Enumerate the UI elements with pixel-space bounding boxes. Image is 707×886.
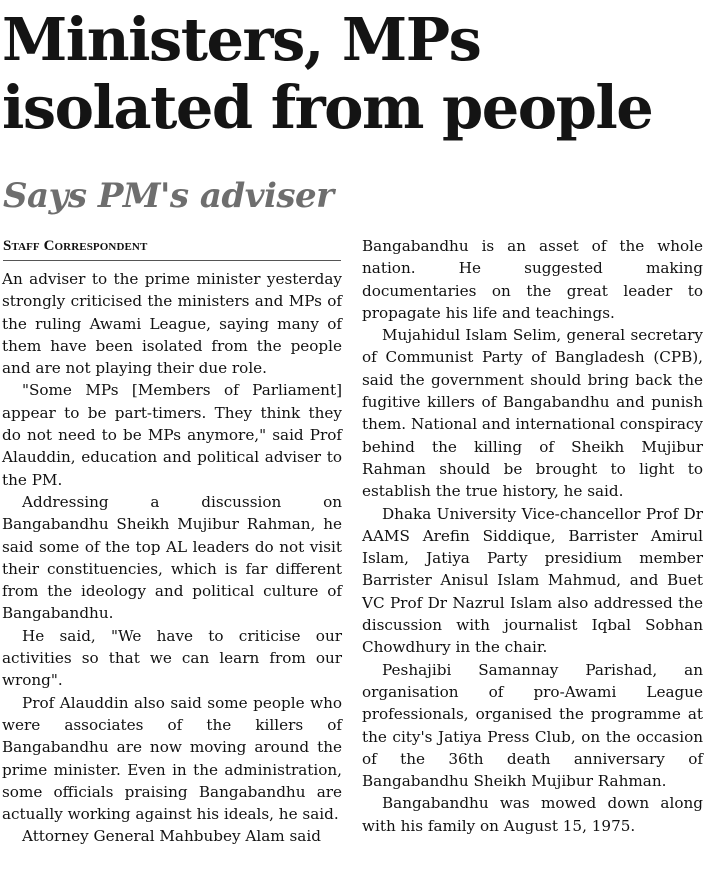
paragraph: "Some MPs [Members of Parliament] appear to be part-timers. They think they do not need to be MPs anymore," said Prof Alauddin, education and political adviser to the PM. <box>2 381 342 489</box>
paragraph: Peshajibi Samannay Parishad, an organisation of pro-Awami League professionals, organised the programme at the city's Jatiya Press Club, on the occasion of the 36th death anniversary of Bangabandhu Sheikh Mujibur Rahman. <box>362 660 703 791</box>
paragraph: Mujahidul Islam Selim, general secretary of Communist Party of Bangladesh (CPB), said the government should bring back the fugitive killers of Bangabandhu and punish them. National and international conspiracy behind the killing of Sheikh Mujibur Rahman should be brought to light to establish the true history, he said. <box>362 326 703 501</box>
paragraph: Bangabandhu is an asset of the whole nation. He suggested making documentaries on the great leader to propagate his life and teachings. <box>362 237 703 322</box>
right-column <box>362 235 703 837</box>
subheadline: Says PM's adviser <box>3 176 334 216</box>
paragraph: Prof Alauddin also said some people who were associates of the killers of Bangabandhu are now moving around the prime minister. Even in the administration, some officials praising Bangabandhu are actually working against his ideals, he said. <box>2 693 342 824</box>
left-column <box>2 268 342 848</box>
paragraph: An adviser to the prime minister yesterday strongly criticised the ministers and MPs of the ruling Awami League, saying many of them have been isolated from the people and are not playing their due role. <box>2 270 342 378</box>
paragraph: Addressing a discussion on Bangabandhu Sheikh Mujibur Rahman, he said some of the top AL leaders do not visit their constituencies, which is far different from the ideology and political culture of Bangabandhu. <box>2 492 342 623</box>
paragraph: Attorney General Mahbubey Alam said <box>22 827 321 846</box>
paragraph: Bangabandhu was mowed down along with his family on August 15, 1975. <box>362 794 703 835</box>
headline: Ministers, MPs isolated from people <box>2 5 653 142</box>
paragraph: Dhaka University Vice-chancellor Prof Dr AAMS Arefin Siddique, Barrister Amirul Islam, Jatiya Party presidium member Barrister Anisul Islam Mahmud, and Buet VC Prof Dr Nazrul Islam also addressed the discussion with journalist Iqbal Sobhan Chowdhury in the chair. <box>362 504 703 657</box>
paragraph: He said, "We have to criticise our activities so that we can learn from our wrong". <box>2 626 342 690</box>
byline: Staff Correspondent <box>3 238 341 261</box>
